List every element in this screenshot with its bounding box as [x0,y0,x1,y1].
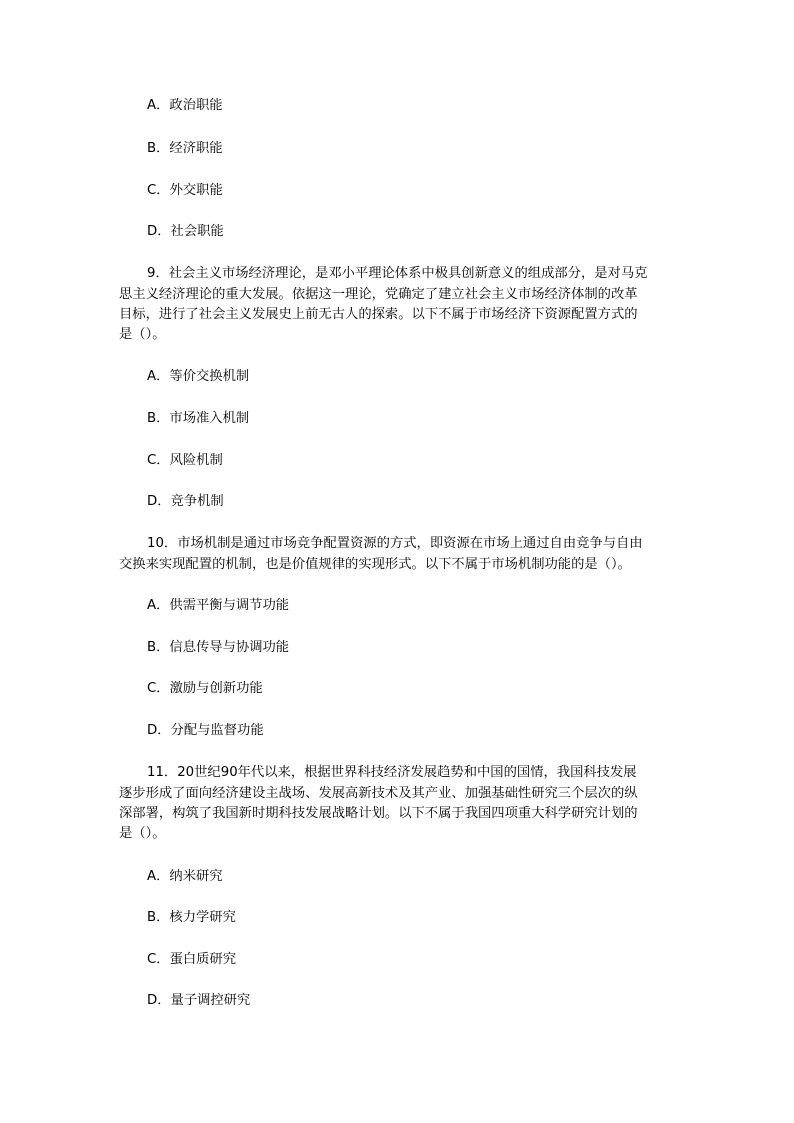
q9-stem-line-1: 9．社会主义市场经济理论，是邓小平理论体系中极具创新意义的组成部分，是对马克 [147,266,648,281]
q11-stem-line-3: 深部署，构筑了我国新时期科技发展战略计划。以下不属于我国四项重大科学研究计划的 [119,806,638,821]
q9-option-c: C．风险机制 [147,453,223,468]
q8-option-a: A．政治职能 [147,98,223,113]
q9-option-b: B．市场准入机制 [147,411,250,426]
q9-stem-line-2: 思主义经济理论的重大发展。依据这一理论，党确定了建立社会主义市场经济体制的改革 [119,287,638,302]
q10-stem-line-1: 10．市场机制是通过市场竞争配置资源的方式，即资源在市场上通过自由竞争与自由 [147,536,643,551]
q9-option-a: A．等价交换机制 [147,369,250,384]
q10-option-b: B．信息传导与协调功能 [147,640,290,655]
q9-stem-line-3: 目标，进行了社会主义发展史上前无古人的探索。以下不属于市场经济下资源配置方式的 [119,307,638,322]
q8-option-d: D．社会职能 [147,224,224,239]
q10-option-a: A．供需平衡与调节功能 [147,598,290,613]
q11-option-a: A．纳米研究 [147,869,223,884]
q9-stem-line-4: 是（）。 [119,327,166,342]
q11-option-b: B．核力学研究 [147,910,236,925]
q11-stem-line-4: 是（）。 [119,826,166,841]
q11-stem-line-2: 逐步形成了面向经济建设主战场、发展高新技术及其产业、加强基础性研究三个层次的纵 [119,786,638,801]
q11-stem-line-1: 11．20世纪90年代以来，根据世界科技经济发展趋势和中国的国情，我国科技发展 [147,765,637,780]
q11-option-d: D．量子调控研究 [147,993,251,1008]
q8-option-b: B．经济职能 [147,141,223,156]
q9-option-d: D．竞争机制 [147,494,224,509]
q8-option-c: C．外交职能 [147,183,223,198]
q11-option-c: C．蛋白质研究 [147,952,237,967]
q10-stem-line-2: 交换来实现配置的机制，也是价值规律的实现形式。以下不属于市场机制功能的是（）。 [119,557,631,572]
q10-option-c: C．激励与创新功能 [147,681,263,696]
q10-option-d: D．分配与监督功能 [147,723,264,738]
